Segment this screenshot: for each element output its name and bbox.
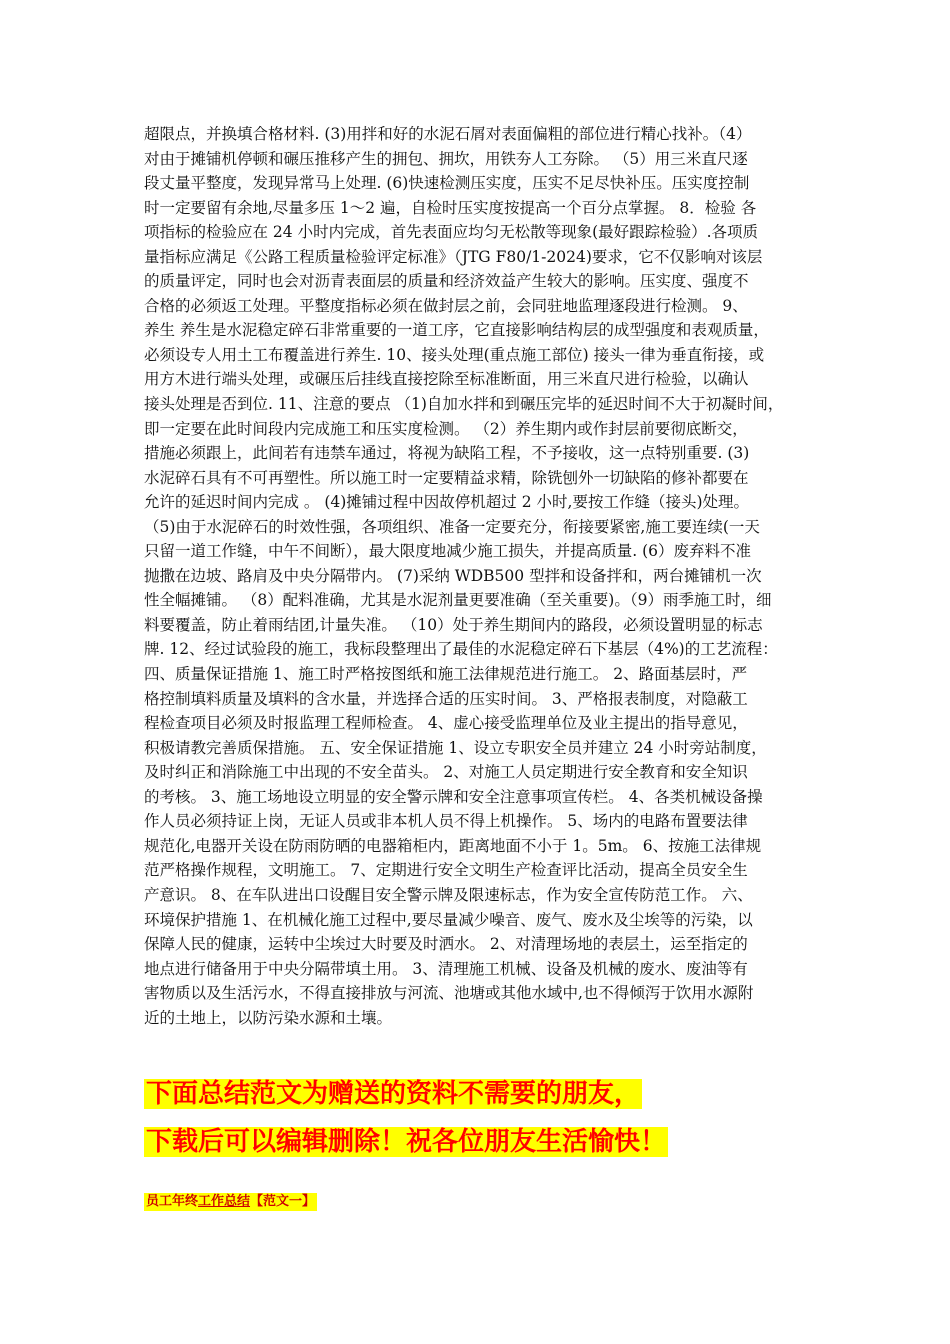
body-line: 积极请教完善质保措施。 五、安全保证措施 1、设立专职安全员并建立 24 小时旁站制度， [144,738,767,757]
promo-notice-line-1 [144,1076,844,1112]
promo-text-2: 下载后可以编辑删除！祝各位朋友生活愉快！ [146,1127,667,1157]
body-line: 允许的延迟时间内完成 。 (4)摊铺过程中因故停机超过 2 小时,要按工作缝（接头)处理。 [144,493,750,512]
body-line: 程检查项目必须及时报监理工程师检查。 4、虚心接受监理单位及业主提出的指导意见， [144,714,748,733]
body-line: 抛撒在边坡、路肩及中央分隔带内。 (7)采纳 WDB500 型拌和设备拌和，两台摊铺机一次 [144,566,762,585]
body-line: 只留一道工作缝，中午不间断），最大限度地减少施工损失，并提高质量. (6）废弃料不准 [144,542,752,561]
promo-text-1: 下面总结范文为赠送的资料不需要的朋友， [146,1079,641,1109]
body-line: 超限点，并换填合格材料. (3)用拌和好的水泥石屑对表面偏粗的部位进行精心找补。（4） [144,125,752,143]
body-line: 近的土地上，以防污染水源和土壤。 [144,1008,393,1027]
body-line: （5)由于水泥碎石的时效性强，各项组织、准备一定要充分，衔接要紧密,施工要连续(一天 [144,517,760,536]
body-line: 作人员必须持证上岗，无证人员或非本机人员不得上机操作。 5、场内的电路布置要法律 [144,812,748,831]
sample-essay-heading [144,1193,317,1211]
body-line: 必须设专人用土工布覆盖进行养生. 10、接头处理(重点施工部位) 接头一律为垂直衔接，或 [144,345,765,364]
body-line: 害物质以及生活污水，不得直接排放与河流、池塘或其他水域中,也不得倾泻于饮用水源附 [144,984,754,1003]
body-line: 段丈量平整度，发现异常马上处理. (6)快速检测压实度，压实不足尽快补压。压实度控制 [144,174,750,193]
body-line: 即一定要在此时间段内完成施工和压实度检测。 （2）养生期内或作封层前要彻底断交， [144,419,748,438]
body-line: 料要覆盖，防止着雨结团,计量失准。 （10）处于养生期间内的路段，必须设置明显的标志 [144,615,763,634]
heading-link[interactable]: 工作总结 [198,1194,251,1209]
body-line: 格控制填料质量及填料的含水量，并选择合适的压实时间。 3、严格报表制度，对隐蔽工 [144,689,748,708]
heading-suffix: 【范文一】 [250,1194,316,1209]
heading-prefix: 员工年终 [146,1194,199,1209]
promo-notice-line-2 [144,1124,844,1160]
body-line: 接头处理是否到位. 11、注意的要点 （1)自加水拌和到碾压完毕的延迟时间不大于初凝时间， [144,395,784,414]
body-line: 量指标应满足《公路工程质量检验评定标准》（JTG F80/1-2024)要求，它不仅影响对该层 [144,247,763,266]
body-line: 措施必须跟上，此间若有违禁车通过，将视为缺陷工程，不予接收，这一点特别重要. (3) [144,444,750,463]
body-line: 及时纠正和消除施工中出现的不安全苗头。 2、对施工人员定期进行安全教育和安全知识 [144,763,748,782]
body-line: 产意识。 8、在车队进出口设醒目安全警示牌及限速标志，作为安全宣传防范工作。 六、 [144,885,753,904]
body-line: 保障人民的健康，运转中尘埃过大时要及时洒水。 2、对清理场地的表层土，运至指定的 [144,935,748,954]
body-line: 地点进行储备用于中央分隔带填土用。 3、清理施工机械、设备及机械的废水、废油等有 [144,959,748,978]
body-line: 性全幅摊铺。 （8）配料准确，尤其是水泥剂量更要准确（至关重要)。（9）雨季施工时，细 [144,591,772,610]
body-line: 范严格操作规程，文明施工。 7、定期进行安全文明生产检查评比活动，提高全员安全生 [144,861,748,880]
body-line: 用方木进行端头处理，或碾压后挂线直接挖除至标准断面，用三米直尺进行检验，以确认 [144,370,749,389]
body-line: 对由于摊铺机停顿和碾压推移产生的拥包、拥坎，用铁夯人工夯除。 （5）用三米直尺逐 [144,149,748,168]
body-line: 项指标的检验应在 24 小时内完成，首先表面应均匀无松散等现象(最好跟踪检验）.各项质 [144,223,759,242]
body-line: 养生 养生是水泥稳定碎石非常重要的一道工序，它直接影响结构层的成型强度和表观质量， [144,321,769,340]
body-line: 四、质量保证措施 1、施工时严格按图纸和施工法律规范进行施工。 2、路面基层时，严 [144,665,748,684]
body-line: 时一定要留有余地,尽量多压 1～2 遍，自检时压实度按提高一个百分点掌握。 8．检验 各 [144,198,757,217]
body-text [144,122,820,1030]
body-line: 的考核。 3、施工场地设立明显的安全警示牌和安全注意事项宣传栏。 4、各类机械设备操 [144,787,763,806]
body-line: 的质量评定，同时也会对沥青表面层的质量和经济效益产生较大的影响。压实度、强度不 [144,272,749,291]
body-line: 规范化,电器开关设在防雨防晒的电器箱柜内，距离地面不小于 1。5m。 6、按施工法律规 [144,836,762,855]
body-line: 环境保护措施 1、在机械化施工过程中,要尽量减少噪音、废气、废水及尘埃等的污染，以 [144,910,753,929]
body-line: 合格的必须返工处理。平整度指标必须在做封层之前，会同驻地监理逐段进行检测。 9、 [144,296,748,315]
body-line: 水泥碎石具有不可再塑性。所以施工时一定要精益求精，除铣刨外一切缺陷的修补都要在 [144,468,749,487]
body-line: 牌. 12、经过试验段的施工，我标段整理出了最佳的水泥稳定碎石下基层（4%)的工艺流程： [144,640,778,659]
